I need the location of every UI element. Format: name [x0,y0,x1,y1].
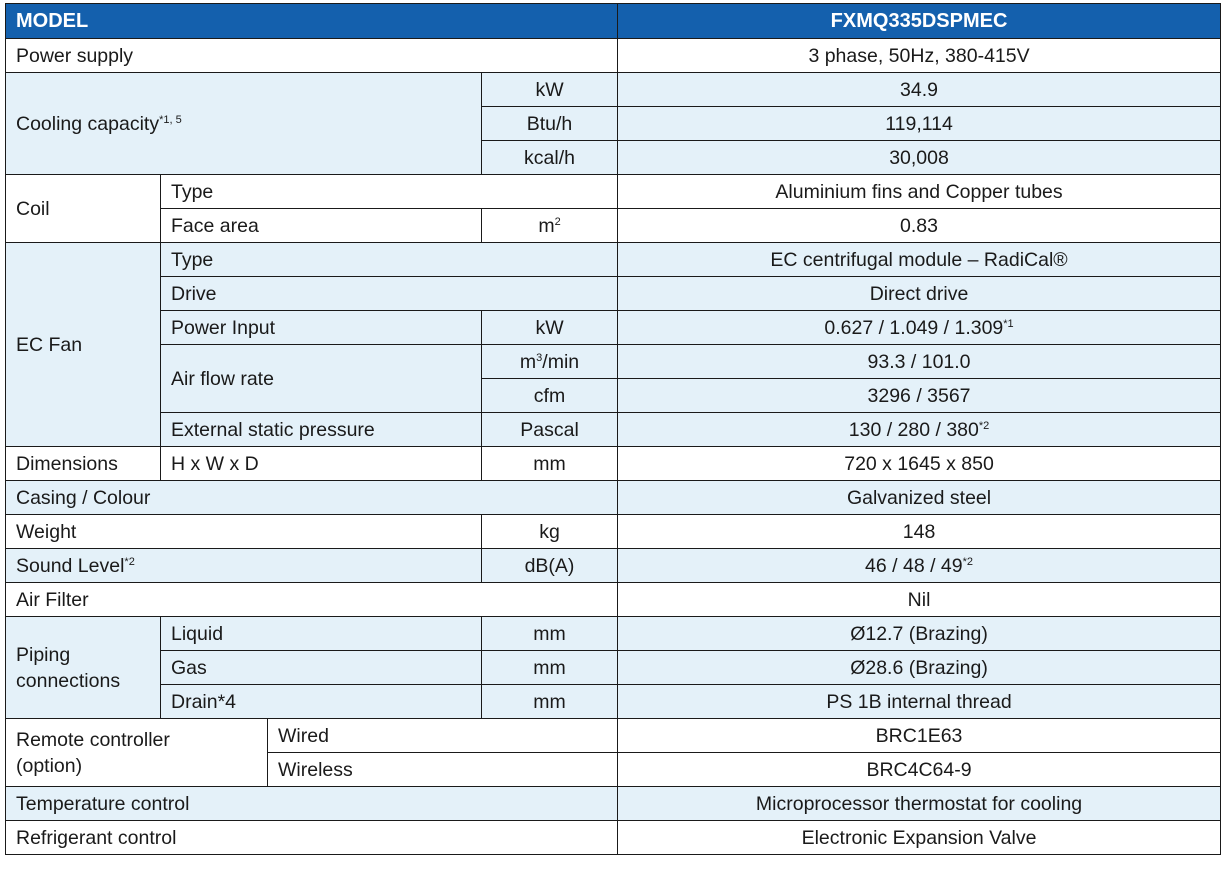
refrigerant-control-label: Refrigerant control [6,821,618,855]
ec-fan-esp-row [6,413,1221,447]
temperature-control-value: Microprocessor thermostat for cooling [618,787,1221,821]
power-input-unit: kW [482,311,618,345]
casing-value: Galvanized steel [618,481,1221,515]
power-supply-value: 3 phase, 50Hz, 380-415V [618,39,1221,73]
sound-level-row [6,549,1221,583]
cooling-unit-btu: Btu/h [482,107,618,141]
ec-fan-type-row [6,243,1221,277]
piping-drain-label: Drain*4 [161,685,482,719]
temperature-control-row [6,787,1221,821]
remote-controller-row [6,719,1221,753]
air-flow-value-m3: 93.3 / 101.0 [618,345,1221,379]
air-filter-row [6,583,1221,617]
cooling-unit-kw: kW [482,73,618,107]
air-flow-value-cfm: 3296 / 3567 [618,379,1221,413]
coil-face-area-row [6,209,1221,243]
cooling-capacity-label: Cooling capacity$^{*1, 5}$ [6,73,482,175]
power-supply-label: Power supply [6,39,618,73]
air-filter-value: Nil [618,583,1221,617]
cooling-value-kcal: 30,008 [618,141,1221,175]
piping-liquid-label: Liquid [161,617,482,651]
dimensions-sub-label: H x W x D [161,447,482,481]
piping-row [6,651,1221,685]
weight-label: Weight [6,515,482,549]
sound-level-value: 46 / 48 / 49$^{*2}$ [618,549,1221,583]
piping-gas-unit: mm [482,651,618,685]
power-input-value: 0.627 / 1.049 / 1.309$^{*1}$ [618,311,1221,345]
piping-drain-unit: mm [482,685,618,719]
remote-wireless-label: Wireless [268,753,618,787]
spec-table-container [5,3,1220,855]
air-flow-unit-cfm: cfm [482,379,618,413]
cooling-unit-kcal: kcal/h [482,141,618,175]
coil-type-label: Type [161,175,618,209]
sound-level-unit: dB(A) [482,549,618,583]
piping-row [6,685,1221,719]
power-supply-row [6,39,1221,73]
coil-label: Coil [6,175,161,243]
esp-label: External static pressure [161,413,482,447]
piping-gas-value: Ø28.6 (Brazing) [618,651,1221,685]
piping-label: Piping connections [6,617,161,719]
casing-row [6,481,1221,515]
remote-wireless-value: BRC4C64-9 [618,753,1221,787]
power-input-label: Power Input [161,311,482,345]
ec-fan-label: EC Fan [6,243,161,447]
temperature-control-label: Temperature control [6,787,618,821]
cooling-value-kw: 34.9 [618,73,1221,107]
weight-value: 148 [618,515,1221,549]
air-flow-label: Air flow rate [161,345,482,413]
remote-controller-label: Remote controller (option) [6,719,268,787]
refrigerant-control-value: Electronic Expansion Valve [618,821,1221,855]
remote-wired-value: BRC1E63 [618,719,1221,753]
face-area-value: 0.83 [618,209,1221,243]
air-filter-label: Air Filter [6,583,618,617]
piping-liquid-value: Ø12.7 (Brazing) [618,617,1221,651]
cooling-capacity-footnote: *1, 5 [159,113,182,126]
specification-table [5,3,1221,855]
casing-label: Casing / Colour [6,481,618,515]
coil-type-row [6,175,1221,209]
model-label: MODEL [6,4,618,39]
piping-row [6,617,1221,651]
piping-liquid-unit: mm [482,617,618,651]
piping-drain-value: PS 1B internal thread [618,685,1221,719]
esp-unit: Pascal [482,413,618,447]
weight-row [6,515,1221,549]
header-row [6,4,1221,39]
ec-fan-power-row [6,311,1221,345]
dimensions-row [6,447,1221,481]
drive-value: Direct drive [618,277,1221,311]
piping-gas-label: Gas [161,651,482,685]
ec-fan-type-value: EC centrifugal module – RadiCal® [618,243,1221,277]
model-value: FXMQ335DSPMEC [618,4,1221,39]
dimensions-unit: mm [482,447,618,481]
ec-fan-type-label: Type [161,243,618,277]
refrigerant-control-row [6,821,1221,855]
air-flow-unit-m3: $m^3/\min$ [482,345,618,379]
dimensions-label: Dimensions [6,447,161,481]
face-area-unit: $m^2$ [482,209,618,243]
cooling-capacity-row [6,73,1221,107]
drive-label: Drive [161,277,618,311]
sound-level-label: Sound Level$^{*2}$ [6,549,482,583]
face-area-label: Face area [161,209,482,243]
ec-fan-airflow-row [6,345,1221,379]
esp-value: 130 / 280 / 380$^{*2}$ [618,413,1221,447]
dimensions-value: 720 x 1645 x 850 [618,447,1221,481]
ec-fan-drive-row [6,277,1221,311]
weight-unit: kg [482,515,618,549]
remote-wired-label: Wired [268,719,618,753]
coil-type-value: Aluminium fins and Copper tubes [618,175,1221,209]
cooling-value-btu: 119,114 [618,107,1221,141]
